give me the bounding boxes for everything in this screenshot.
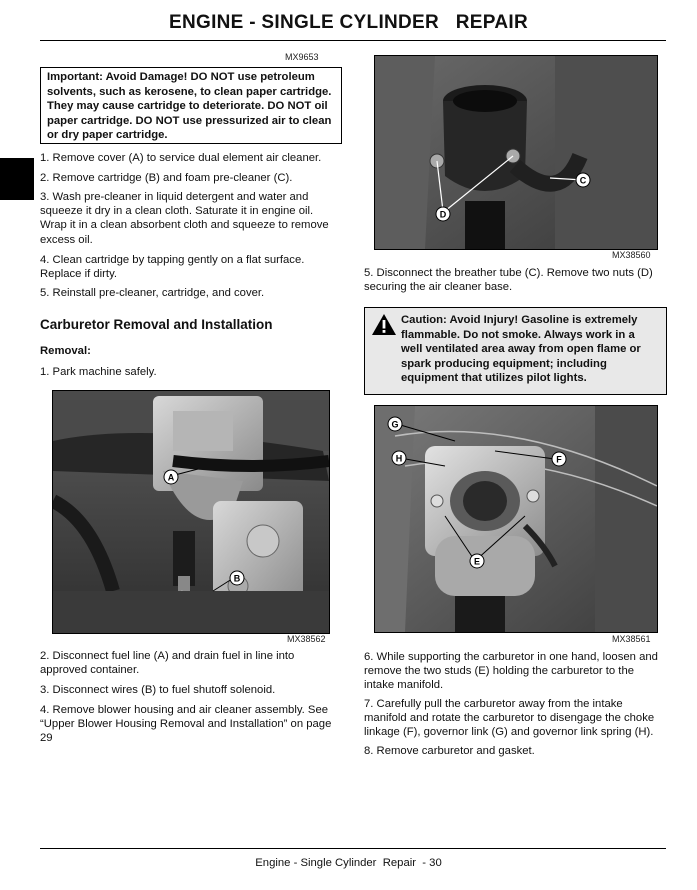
page-footer: Engine - Single Cylinder Repair - 30 bbox=[255, 857, 442, 869]
callout-d-label: D bbox=[439, 209, 447, 220]
callout-f-label: F bbox=[556, 454, 562, 465]
callout-g bbox=[388, 417, 402, 431]
step-2b: 2. Disconnect fuel line (A) and drain fuel in line into approved container. bbox=[40, 650, 295, 677]
caution-text: Caution: Avoid Injury! Gasoline is extremely flammable. Do not smoke. Always work in a well ventilated area away from open flame or spark producing equipment; including equipment that utilizes pilot lights. bbox=[401, 314, 641, 384]
figure-ref-right-bottom: MX38561 bbox=[612, 634, 651, 644]
callout-a bbox=[164, 470, 178, 484]
important-notice: Important: Avoid Damage! DO NOT use petroleum solvents, such as kerosene, to clean paper cartridge. They may cause cartridge to deteriorate. DO NOT oil paper cartridge. DO NOT use pressurized air to clean or dry paper cartridge. bbox=[40, 67, 342, 144]
warning-triangle-icon bbox=[371, 313, 397, 336]
subsection-heading: Removal: bbox=[40, 345, 91, 357]
figure-ref-right-top: MX38560 bbox=[612, 250, 651, 260]
callout-h-label: H bbox=[395, 453, 403, 464]
callout-b bbox=[230, 571, 244, 585]
photo-fuel-line bbox=[52, 390, 330, 634]
callout-d bbox=[436, 207, 450, 221]
page-title: ENGINE - SINGLE CYLINDER REPAIR bbox=[169, 12, 528, 33]
step-4: 4. Clean cartridge by tapping gently on a flat surface. Replace if dirty. bbox=[40, 254, 305, 281]
step-4b: 4. Remove blower housing and air cleaner assembly. See “Upper Blower Housing Removal and Installation” on page 29 bbox=[40, 704, 332, 745]
callout-b-label: B bbox=[233, 573, 241, 584]
step-5-right: 5. Disconnect the breather tube (C). Remove two nuts (D) securing the air cleaner base. bbox=[364, 267, 653, 294]
carburetor-photo-illustration bbox=[375, 406, 657, 632]
callout-e-label: E bbox=[473, 556, 481, 567]
figure-ref-top: MX9653 bbox=[285, 52, 319, 62]
caution-notice bbox=[364, 307, 667, 395]
step-8: 8. Remove carburetor and gasket. bbox=[364, 745, 535, 757]
header-rule bbox=[40, 40, 666, 41]
callout-c-label: C bbox=[579, 175, 587, 186]
step-6: 6. While supporting the carburetor in one hand, loosen and remove the two studs (E) holding the carburetor to the intake manifold. bbox=[364, 651, 658, 692]
figure-ref-left: MX38562 bbox=[287, 634, 326, 644]
step-1: 1. Remove cover (A) to service dual element air cleaner. bbox=[40, 152, 322, 164]
callout-a-label: A bbox=[167, 472, 175, 483]
step-5: 5. Reinstall pre-cleaner, cartridge, and cover. bbox=[40, 287, 265, 299]
air-cleaner-photo-illustration bbox=[375, 56, 657, 249]
callout-c bbox=[576, 173, 590, 187]
engine-photo-illustration bbox=[53, 391, 329, 633]
callout-f bbox=[552, 452, 566, 466]
section-tab bbox=[0, 158, 34, 200]
removal-step-1: 1. Park machine safely. bbox=[40, 366, 157, 378]
step-7: 7. Carefully pull the carburetor away from the intake manifold and rotate the carburetor to disengage the choke linkage (F), governor link (G) and governor link spring (H). bbox=[364, 698, 655, 739]
photo-carburetor bbox=[374, 405, 658, 633]
callout-g-label: G bbox=[391, 419, 399, 430]
step-2: 2. Remove cartridge (B) and foam pre-cleaner (C). bbox=[40, 172, 293, 184]
section-heading: Carburetor Removal and Installation bbox=[40, 317, 273, 332]
callout-h bbox=[392, 451, 406, 465]
callout-e bbox=[470, 554, 484, 568]
step-3b: 3. Disconnect wires (B) to fuel shutoff solenoid. bbox=[40, 684, 276, 696]
footer-rule bbox=[40, 848, 666, 849]
step-3: 3. Wash pre-cleaner in liquid detergent and water and squeeze it dry in a clean cloth. Saturate it in engine oil. Wrap it in a clean absorbent cloth and squeeze to remove excess oil. bbox=[40, 191, 329, 246]
photo-air-cleaner-base bbox=[374, 55, 658, 250]
